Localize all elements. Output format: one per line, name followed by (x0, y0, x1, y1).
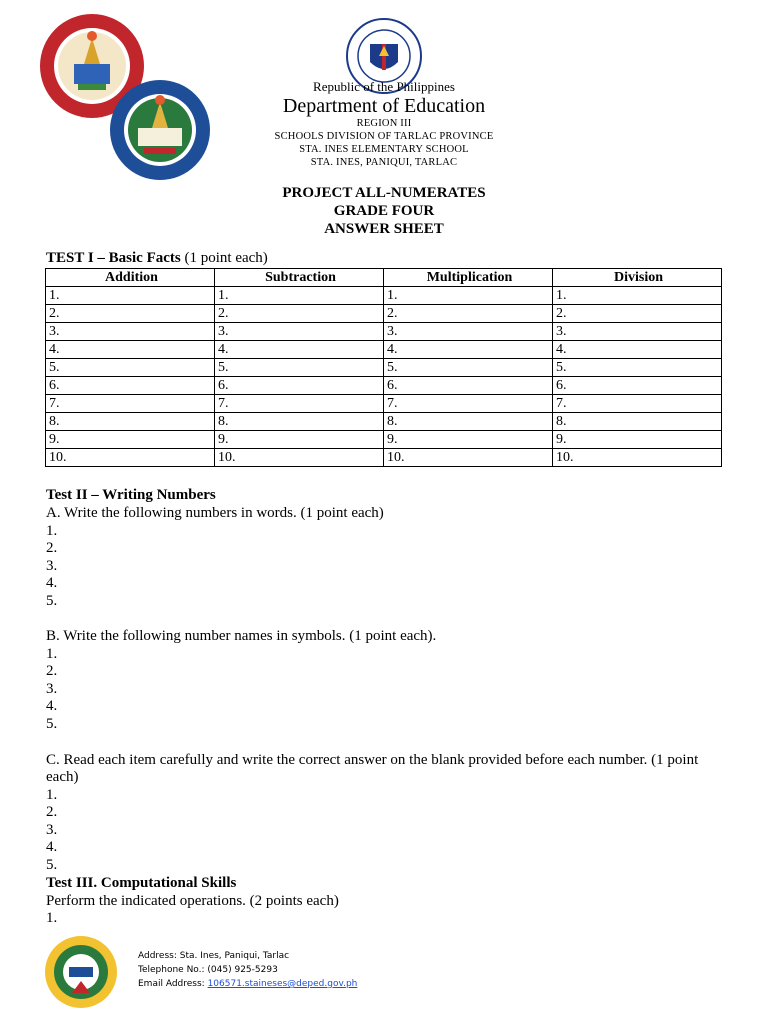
test2-title: Test II – Writing Numbers (46, 487, 216, 503)
answer-cell[interactable]: 1. (215, 287, 384, 305)
table-row (46, 341, 722, 359)
answer-cell[interactable]: 5. (384, 359, 553, 377)
answer-cell[interactable]: 6. (215, 377, 384, 395)
answer-cell[interactable]: 3. (46, 323, 215, 341)
answer-cell[interactable]: 9. (215, 431, 384, 449)
table-row (46, 287, 722, 305)
answer-cell[interactable]: 5. (215, 359, 384, 377)
answer-cell[interactable]: 3. (384, 323, 553, 341)
part-c-item: 1. (46, 787, 58, 803)
grade-title: GRADE FOUR (333, 203, 435, 219)
answer-cell[interactable]: 10. (46, 449, 215, 467)
part-a-item: 1. (46, 523, 58, 539)
footer-email-link[interactable]: 106571.staineses@deped.gov.ph (207, 979, 358, 989)
column-header-division: Division (553, 269, 722, 287)
column-header-subtraction: Subtraction (215, 269, 384, 287)
answer-cell[interactable]: 8. (46, 413, 215, 431)
table-row (46, 377, 722, 395)
test3-item: 1. (46, 910, 58, 926)
answer-cell[interactable]: 4. (553, 341, 722, 359)
answer-cell[interactable]: 8. (384, 413, 553, 431)
table-row (46, 359, 722, 377)
answer-cell[interactable]: 6. (553, 377, 722, 395)
answer-cell[interactable]: 8. (215, 413, 384, 431)
answer-cell[interactable]: 2. (215, 305, 384, 323)
column-header-addition: Addition (46, 269, 215, 287)
test3-title: Test III. Computational Skills (46, 875, 237, 891)
answer-cell[interactable]: 4. (215, 341, 384, 359)
answer-cell[interactable]: 3. (553, 323, 722, 341)
part-b-item: 1. (46, 646, 58, 662)
school-address-line: STA. INES, PANIQUI, TARLAC (310, 157, 458, 168)
basic-facts-table (45, 268, 722, 467)
table-row (46, 395, 722, 413)
footer-telephone: Telephone No.: (045) 925-5293 (138, 965, 278, 975)
column-header-multiplication: Multiplication (384, 269, 553, 287)
part-b-item: 4. (46, 698, 58, 714)
part-a-item: 2. (46, 540, 58, 556)
answer-cell[interactable]: 10. (215, 449, 384, 467)
basic-facts-body (46, 287, 722, 467)
footer-email-line (138, 977, 357, 991)
test3-instruction: Perform the indicated operations. (2 points each) (46, 893, 339, 909)
answer-cell[interactable]: 10. (384, 449, 553, 467)
project-title: PROJECT ALL-NUMERATES (282, 185, 486, 201)
part-c-item: 5. (46, 857, 58, 873)
answer-cell[interactable]: 10. (553, 449, 722, 467)
answer-cell[interactable]: 6. (46, 377, 215, 395)
footer-address: Address: Sta. Ines, Paniqui, Tarlac (138, 951, 290, 961)
footer-email-label: Email Address: (138, 979, 208, 989)
table-row (46, 431, 722, 449)
part-c-item: 2. (46, 804, 58, 820)
test1-points: (1 point each) (180, 250, 268, 266)
part-b-item: 3. (46, 681, 58, 697)
table-row (46, 413, 722, 431)
answer-cell[interactable]: 1. (46, 287, 215, 305)
school-footer-logo (44, 935, 118, 1009)
table-row (46, 449, 722, 467)
answer-cell[interactable]: 2. (384, 305, 553, 323)
part-a-item: 4. (46, 575, 58, 591)
part-a-item: 3. (46, 558, 58, 574)
region-line: REGION III (356, 118, 412, 129)
table-header-row (46, 269, 722, 287)
part-a-item: 5. (46, 593, 58, 609)
answer-cell[interactable]: 1. (553, 287, 722, 305)
test1-title: TEST I – Basic Facts (46, 250, 181, 266)
division-line: SCHOOLS DIVISION OF TARLAC PROVINCE (274, 131, 494, 142)
republic-line: Republic of the Philippines (313, 79, 455, 94)
part-c-instruction: C. Read each item carefully and write the correct answer on the blank provided before each number. (1 point each) (46, 752, 699, 785)
table-row (46, 323, 722, 341)
part-c-item: 4. (46, 839, 58, 855)
part-b-item: 2. (46, 663, 58, 679)
test1-heading (46, 250, 268, 267)
answer-cell[interactable]: 7. (553, 395, 722, 413)
department-title: Department of Education (282, 95, 486, 117)
answer-cell[interactable]: 5. (553, 359, 722, 377)
answer-cell[interactable]: 4. (46, 341, 215, 359)
part-b-instruction: B. Write the following number names in symbols. (1 point each). (46, 628, 437, 644)
answer-cell[interactable]: 2. (553, 305, 722, 323)
answer-cell[interactable]: 9. (384, 431, 553, 449)
part-b-item: 5. (46, 716, 58, 732)
answer-cell[interactable]: 6. (384, 377, 553, 395)
answer-cell[interactable]: 7. (46, 395, 215, 413)
answer-cell[interactable]: 4. (384, 341, 553, 359)
part-c-item: 3. (46, 822, 58, 838)
answer-cell[interactable]: 3. (215, 323, 384, 341)
table-row (46, 305, 722, 323)
answer-cell[interactable]: 8. (553, 413, 722, 431)
answer-cell[interactable]: 7. (384, 395, 553, 413)
answer-cell[interactable]: 7. (215, 395, 384, 413)
school-line: STA. INES ELEMENTARY SCHOOL (299, 144, 469, 155)
answer-cell[interactable]: 2. (46, 305, 215, 323)
answer-sheet-title: ANSWER SHEET (324, 221, 444, 237)
answer-cell[interactable]: 9. (553, 431, 722, 449)
part-a-instruction: A. Write the following numbers in words. (1 point each) (46, 505, 384, 521)
answer-cell[interactable]: 1. (384, 287, 553, 305)
answer-cell[interactable]: 9. (46, 431, 215, 449)
answer-cell[interactable]: 5. (46, 359, 215, 377)
